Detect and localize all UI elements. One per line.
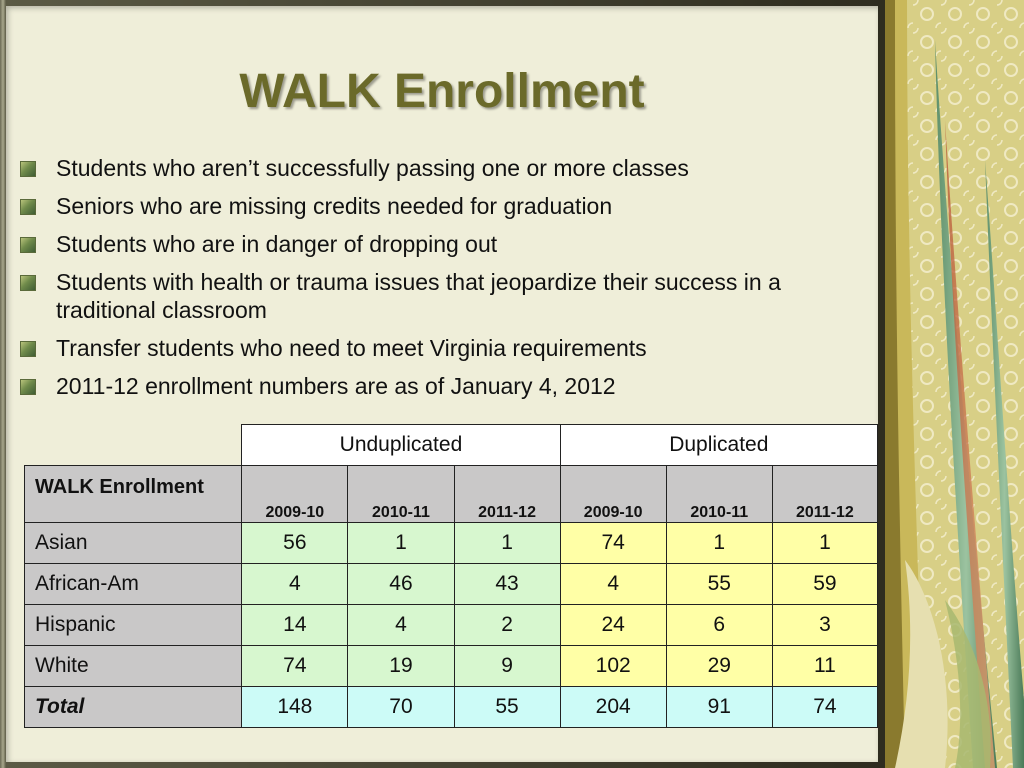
table-cell: 2	[454, 605, 560, 646]
row-label: Hispanic	[25, 605, 242, 646]
bullet-square-icon	[20, 341, 36, 357]
table-cell: 24	[560, 605, 666, 646]
year-header: 2010-11	[666, 466, 772, 523]
table-cell: 3	[772, 605, 877, 646]
bullet-square-icon	[20, 237, 36, 253]
blank-corner-cell	[25, 425, 242, 466]
content-panel	[6, 6, 878, 762]
year-header: 2009-10	[560, 466, 666, 523]
table-cell: 1	[772, 523, 877, 564]
total-label: Total	[25, 687, 242, 728]
bullet-square-icon	[20, 275, 36, 291]
bullet-square-icon	[20, 379, 36, 395]
total-cell: 74	[772, 687, 877, 728]
table-cell: 46	[348, 564, 454, 605]
table-row	[25, 523, 878, 564]
year-header: 2009-10	[242, 466, 348, 523]
row-label: White	[25, 646, 242, 687]
year-header-row	[25, 466, 878, 523]
unduplicated-header: Unduplicated	[242, 425, 560, 466]
bullet-item: Transfer students who need to meet Virginia requirements	[14, 334, 864, 362]
table-cell: 74	[242, 646, 348, 687]
table-cell: 1	[348, 523, 454, 564]
group-header-row	[25, 425, 878, 466]
table-cell: 9	[454, 646, 560, 687]
total-cell: 148	[242, 687, 348, 728]
bullet-item: Students with health or trauma issues that jeopardize their success in a traditional classroom	[14, 268, 864, 324]
table-row	[25, 564, 878, 605]
table-cell: 29	[666, 646, 772, 687]
row-header-label: WALK Enrollment	[25, 466, 242, 523]
row-label: African-Am	[25, 564, 242, 605]
year-header: 2010-11	[348, 466, 454, 523]
table-row	[25, 605, 878, 646]
table-cell: 19	[348, 646, 454, 687]
bullet-square-icon	[20, 161, 36, 177]
enrollment-table	[24, 424, 878, 728]
table-cell: 102	[560, 646, 666, 687]
table-cell: 74	[560, 523, 666, 564]
table-cell: 4	[348, 605, 454, 646]
bullet-item: Students who are in danger of dropping out	[14, 230, 864, 258]
table-cell: 43	[454, 564, 560, 605]
duplicated-header: Duplicated	[560, 425, 877, 466]
total-row	[25, 687, 878, 728]
bullet-square-icon	[20, 199, 36, 215]
table-cell: 4	[242, 564, 348, 605]
table-cell: 4	[560, 564, 666, 605]
table-cell: 56	[242, 523, 348, 564]
bullet-item: Seniors who are missing credits needed for graduation	[14, 192, 864, 220]
table-cell: 11	[772, 646, 877, 687]
table-cell: 55	[666, 564, 772, 605]
table-cell: 14	[242, 605, 348, 646]
table-row	[25, 646, 878, 687]
total-cell: 70	[348, 687, 454, 728]
slide-title: WALK Enrollment	[239, 65, 645, 118]
total-cell: 55	[454, 687, 560, 728]
table-cell: 1	[454, 523, 560, 564]
bullet-item: 2011-12 enrollment numbers are as of January 4, 2012	[14, 372, 864, 400]
row-label: Asian	[25, 523, 242, 564]
decorative-border-art	[885, 0, 1024, 768]
year-header: 2011-12	[454, 466, 560, 523]
table-cell: 59	[772, 564, 877, 605]
total-cell: 91	[666, 687, 772, 728]
bullet-list	[14, 154, 864, 410]
table-cell: 6	[666, 605, 772, 646]
year-header: 2011-12	[772, 466, 877, 523]
table-cell: 1	[666, 523, 772, 564]
total-cell: 204	[560, 687, 666, 728]
bullet-item: Students who aren’t successfully passing one or more classes	[14, 154, 864, 182]
